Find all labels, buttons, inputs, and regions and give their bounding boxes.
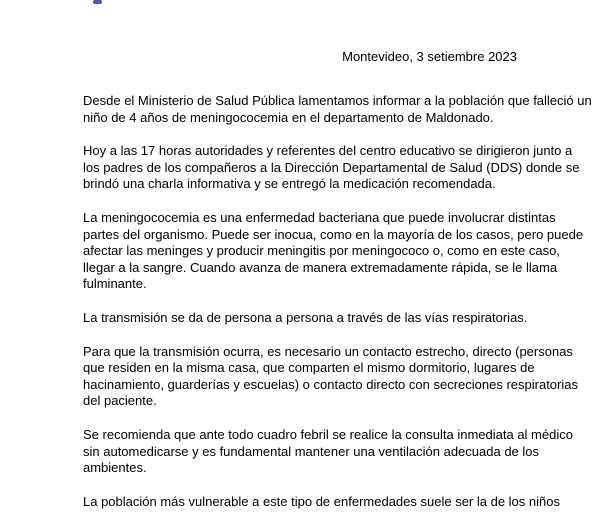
paragraph-line: La meningococemia es una enfermedad bacteriana que puede involucrar distintas <box>83 209 556 225</box>
paragraph-line: los padres de los compañeros a la Dirección Departamental de Salud (DDS) donde se <box>83 159 580 175</box>
letter-paragraph <box>83 309 528 327</box>
paragraph-line: del paciente. <box>83 393 157 409</box>
letter-paragraph <box>83 143 580 193</box>
paragraph-line: Para que la transmisión ocurra, es necesario un contacto estrecho, directo (personas <box>83 343 573 359</box>
letter-paragraph <box>83 426 573 477</box>
paragraph-line: que residen en la misma casa, que comparten el mismo dormitorio, lugares de <box>83 360 535 376</box>
paragraph-line: La población más vulnerable a este tipo de enfermedades suele ser la de los niños <box>83 493 560 509</box>
paragraph-line: afectar las meninges y producir meningitis por meningococo o, como en este caso, <box>83 243 560 259</box>
paragraph-line: niño de 4 años de meningococemia en el departamento de Maldonado. <box>83 109 494 125</box>
paragraph-line: Se recomienda que ante todo cuadro febril se realice la consulta inmediata al médico <box>83 426 573 442</box>
paragraph-line: ambientes. <box>83 460 147 476</box>
paragraph-line: llegar a la sangre. Cuando avanza de manera extremadamente rápida, se le llama <box>83 259 558 275</box>
letter-paragraph <box>83 493 560 511</box>
paragraph-line: Hoy a las 17 horas autoridades y referentes del centro educativo se dirigieron junto a <box>83 143 573 159</box>
paragraph-line: hacinamiento, guarderías y escuelas) o contacto directo con secreciones respiratorias <box>83 376 578 392</box>
paragraph-line: La transmisión se da de persona a persona a través de las vías respiratorias. <box>83 309 528 325</box>
letter-dateline: Montevideo, 3 setiembre 2023 <box>342 49 517 64</box>
letter-paragraph <box>83 343 578 410</box>
paragraph-line: Desde el Ministerio de Salud Pública lamentamos informar a la población que falleció un <box>83 93 592 108</box>
letter-paragraph <box>83 93 592 126</box>
letter-paragraph <box>83 209 584 293</box>
paragraph-line: fulminante. <box>83 276 147 292</box>
paragraph-line: sin automedicarse y es fundamental mantener una ventilación adecuada de los <box>83 443 540 459</box>
ministry-logo-icon <box>88 0 108 8</box>
paragraph-line: brindó una charla informativa y se entregó la medicación recomendada. <box>83 176 496 192</box>
paragraph-line: partes del organismo. Puede ser inocua, como en la mayoría de los casos, pero puede <box>83 226 584 242</box>
letter-body <box>83 93 592 527</box>
